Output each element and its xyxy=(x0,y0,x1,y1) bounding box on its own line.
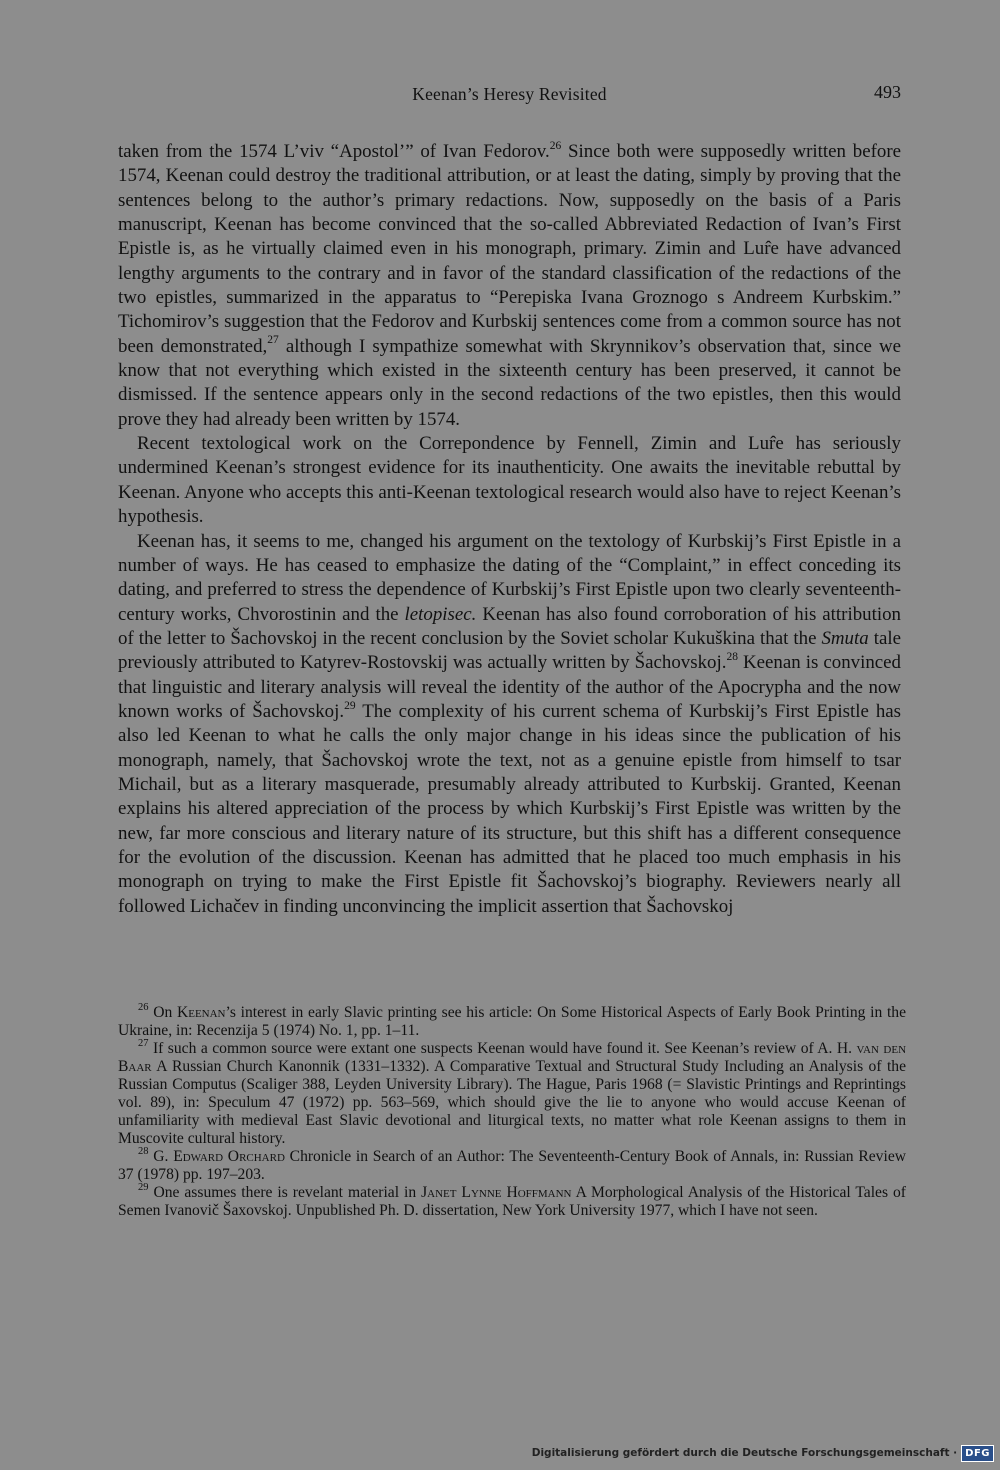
footnote-29 xyxy=(118,1181,906,1220)
text-run: ’s interest in early Slavic printing see his article: On Some Historical Aspects of Early Book Printing in the Ukraine, in: Recenzija 5 (1974) No. 1, pp. 1–11. xyxy=(118,1004,906,1039)
footnote-26 xyxy=(118,1001,906,1040)
author-name: Janet Lynne Hoffmann xyxy=(421,1184,572,1201)
running-title: Keenan’s Heresy Revisited xyxy=(412,84,607,104)
text-run: Since both were supposedly written before 1574, Keenan could destroy the traditional attribution, or at least the dating, simply by proving that the sentences belong to the author’s primary redactions. Now, supposedly on the basis of a Paris manuscript, Keenan has become convinced that the so-called Abbreviated Redaction of Ivan’s First Epistle is, as he virtually claimed even in his monograph, primary. Zimin and Lur̂e have advanced lengthy arguments to the contrary and in favor of the standard classification of the redactions of the two epistles, summarized in the apparatus to “Perepiska Ivana Groznogo s Andreem Kurbskim.” Tichomirov’s suggestion that the Fedorov and Kurbskij sentences come from a common source has not been demonstrated, xyxy=(118,141,901,357)
footnote-28 xyxy=(118,1145,906,1184)
italic-term: Smuta xyxy=(821,627,869,649)
footnote-number: 27 xyxy=(138,1037,149,1049)
footnote-ref-27[interactable]: 27 xyxy=(267,334,279,347)
text-run: A Morphological Analysis of the Historical Tales of Semen Ivanovič Šaxovskoj. Unpublished Ph. D. dissertation, New York University 1977, which I have not seen. xyxy=(118,1184,906,1219)
funding-note: Digitalisierung gefördert durch die Deutsche Forschungsgemeinschaft · xyxy=(531,1447,958,1459)
text-run: A Russian Church Kanonnik (1331–1332). A Comparative Textual and Structural Study Including an Analysis of the Russian Computus (Scaliger 388, Leyden University Library). The Hague, Paris 1968 (= Slavistic Printings and Reprintings vol. 89), in: Speculum 47 (1972) pp. 563–569, which should give the lie to anyone who would accuse Keenan of unfamiliarity with medieval East Slavic devotional and liturgical texts, no matter what role Keenan assigns to them in Muscovite cultural history. xyxy=(118,1058,906,1147)
footnote-ref-29[interactable]: 29 xyxy=(344,699,356,712)
text-run: If such a common source were extant one suspects Keenan would have found it. See Keenan’s review of A. H. xyxy=(152,1040,857,1057)
author-name: van den Baar xyxy=(118,1040,907,1075)
text-run: tale previously attributed to Katyrev-Rostovskij was actually written by Šachovskoj. xyxy=(118,627,901,674)
footnotes xyxy=(118,1001,907,1220)
body-text xyxy=(118,140,901,919)
text-run: taken from the 1574 L’viv “Apostol’” of Ivan Fedorov. xyxy=(118,141,550,162)
text-run: Chronicle in Search of an Author: The Seventeenth-Century Book of Annals, in: Russian Review 37 (1978) pp. 197–203. xyxy=(118,1148,906,1183)
text-run: Keenan has also found corroboration of his attribution of the letter to Šachovskoj in the recent conclusion by the Soviet scholar Kukuškina that the xyxy=(118,603,901,649)
text-run: Keenan has, it seems to me, changed his argument on the textology of Kurbskij’s First Epistle in a number of ways. He has ceased to emphasize the dating of the “Complaint,” in effect conceding its dating, and preferred to stress the dependence of Kurbskij’s First Epistle upon two clearly seventeenth-century works, Chvorostinin and the xyxy=(118,530,901,625)
footnote-number: 28 xyxy=(138,1145,149,1157)
text-run: Keenan is convinced that linguistic and literary analysis will reveal the identity of the author of the Apocrypha and the now known works of Šachovskoj. xyxy=(118,652,901,722)
footnote-number: 29 xyxy=(138,1181,149,1193)
text-run: G. xyxy=(153,1148,174,1165)
text-run: On xyxy=(153,1004,177,1021)
author-name: Keenan xyxy=(176,1004,226,1021)
footnote-ref-26[interactable]: 26 xyxy=(549,139,562,152)
paragraph-1 xyxy=(118,140,901,432)
text-run: although I sympathize somewhat with Skrynnikov’s observation that, since we know that not everything which existed in the sixteenth century has been preserved, it cannot be dismissed. If the sentence appears only in the second redactions of the two epistles, then this would prove they had already been written by 1574. xyxy=(118,335,902,430)
text-run: One assumes there is revelant material in xyxy=(153,1184,422,1201)
footnote-ref-28[interactable]: 28 xyxy=(726,650,738,663)
running-header xyxy=(118,84,901,110)
footnote-number: 26 xyxy=(138,1001,149,1013)
footnote-27 xyxy=(118,1037,907,1148)
funding-footer xyxy=(532,1442,994,1464)
paragraph-3 xyxy=(118,530,901,920)
italic-term: letopisec. xyxy=(404,603,477,625)
page-number: 493 xyxy=(874,82,901,102)
text-run: The complexity of his current schema of Kurbskij’s First Epistle has also led Keenan to what he calls the only major change in his ideas since the publication of his monograph, namely, that Šachovskoj wrote the text, not as a genuine epistle from himself to tsar Michail, but as a literary masquerade, presumably already attributed to Kurbskij. Granted, Keenan explains his altered appreciation of the process by which Kurbskij’s First Epistle was written by the new, far more conscious and literary nature of its structure, but this shift has a different consequence for the evolution of the discussion. Keenan has admitted that he placed too much emphasis in his monograph on trying to make the First Epistle fit Šachovskoj’s biography. Reviewers nearly all followed Lichačev in finding unconvincing the implicit assertion that Šachovskoj xyxy=(118,700,901,917)
dfg-logo-icon: DFG xyxy=(961,1445,994,1462)
author-name: Edward Orchard xyxy=(173,1148,285,1165)
paragraph-2: Recent textological work on the Correpondence by Fennell, Zimin and Lur̂e has seriously undermined Keenan’s strongest evidence for its inauthenticity. One awaits the inevitable rebuttal by Keenan. Anyone who accepts this anti-Keenan textological research would also have to reject Keenan’s hypothesis. xyxy=(118,433,901,528)
